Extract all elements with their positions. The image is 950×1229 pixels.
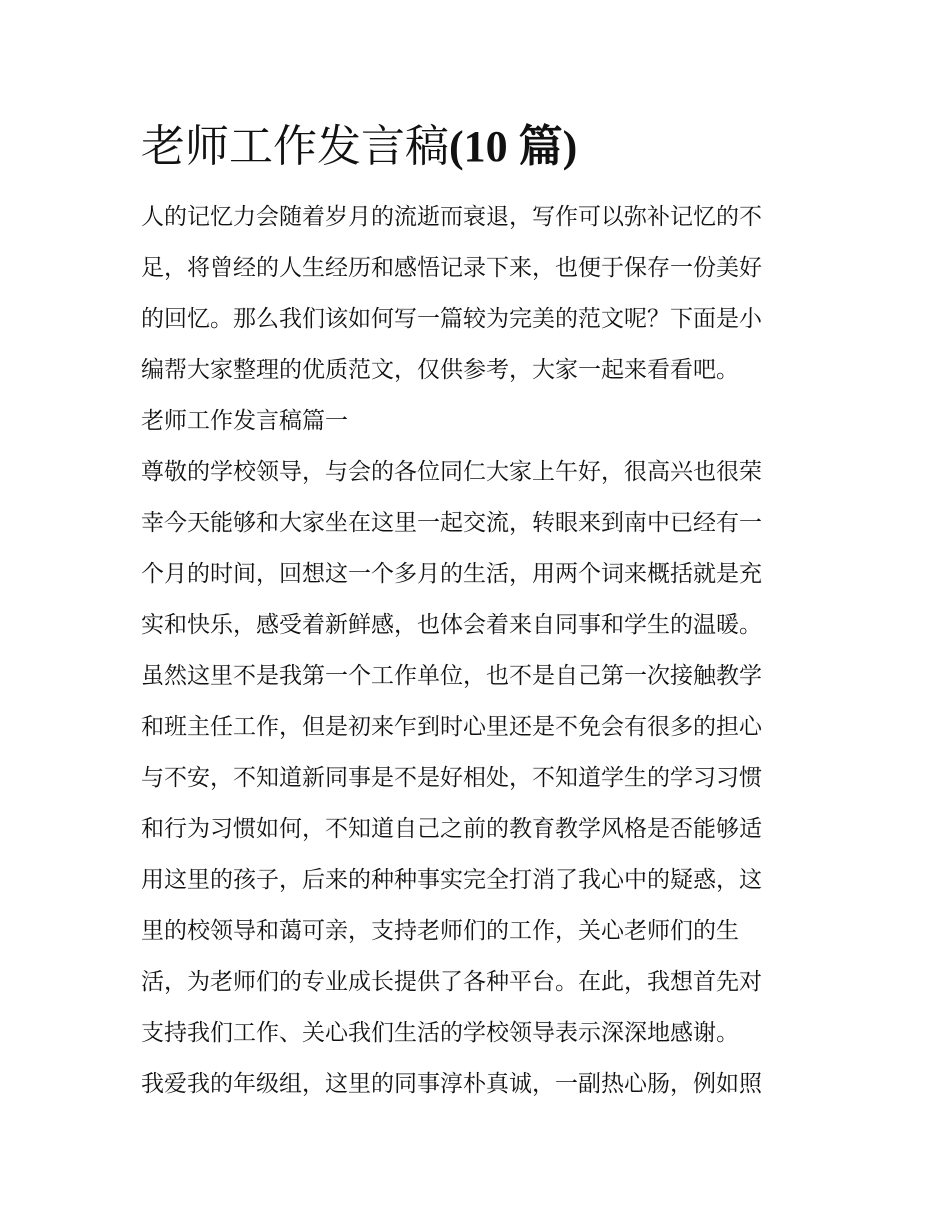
- intro-line: 人的记忆力会随着岁月的流逝而衰退，写作可以弥补记忆的不: [141, 204, 762, 230]
- body-line: 和行为习惯如何，不知道自己之前的教育教学风格是否能够适: [141, 816, 762, 842]
- body-line: 和班主任工作，但是初来乍到时心里还是不免会有很多的担心: [141, 714, 762, 740]
- body-line: 幸今天能够和大家坐在这里一起交流，转眼来到南中已经有一: [141, 510, 762, 536]
- body-line: 实和快乐，感受着新鲜感，也体会着来自同事和学生的温暖。: [141, 612, 762, 638]
- body-line: 用这里的孩子，后来的种种事实完全打消了我心中的疑惑，这: [141, 867, 762, 893]
- intro-line: 足，将曾经的人生经历和感悟记录下来，也便于保存一份美好: [141, 255, 762, 281]
- body-line: 里的校领导和蔼可亲，支持老师们的工作，关心老师们的生: [141, 918, 739, 944]
- body-line: 尊敬的学校领导，与会的各位同仁大家上午好，很高兴也很荣: [141, 459, 762, 485]
- body-line: 虽然这里不是我第一个工作单位，也不是自己第一次接触教学: [141, 663, 762, 689]
- document-body: [141, 192, 831, 1110]
- section-heading: 老师工作发言稿篇一: [141, 408, 348, 434]
- body-line: 我爱我的年级组，这里的同事淳朴真诚，一副热心肠，例如照: [141, 1071, 762, 1097]
- body-line: 支持我们工作、关心我们生活的学校领导表示深深地感谢。: [141, 1020, 739, 1046]
- body-line: 个月的时间，回想这一个多月的生活，用两个词来概括就是充: [141, 561, 762, 587]
- intro-line: 的回忆。那么我们该如何写一篇较为完美的范文呢？下面是小: [141, 306, 762, 332]
- document-title: [141, 117, 577, 177]
- title-count: (10 篇): [449, 122, 578, 171]
- intro-line: 编帮大家整理的优质范文，仅供参考，大家一起来看看吧。: [141, 357, 739, 383]
- body-line: 与不安，不知道新同事是不是好相处，不知道学生的学习习惯: [141, 765, 762, 791]
- body-line: 活，为老师们的专业成长提供了各种平台。在此，我想首先对: [141, 969, 762, 995]
- title-main: 老师工作发言稿: [141, 121, 449, 172]
